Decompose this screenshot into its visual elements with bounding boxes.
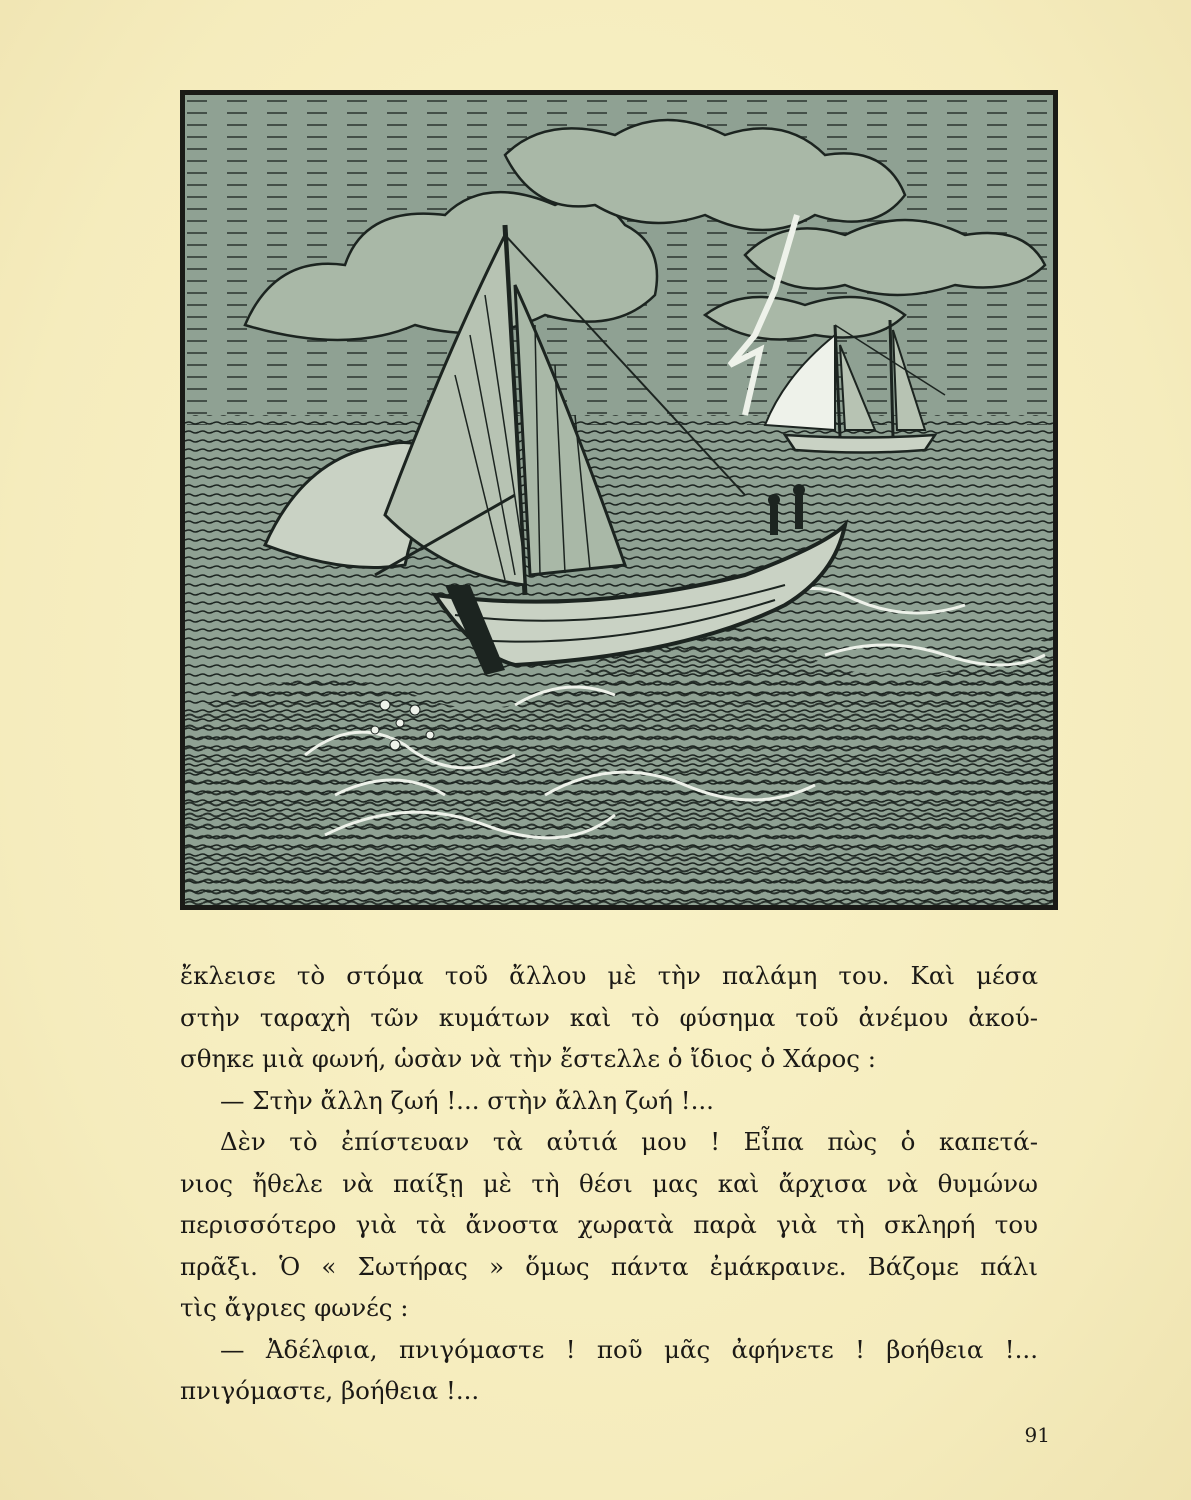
paragraph-1: [180, 955, 1038, 1080]
storm-sea-picture: [185, 95, 1053, 905]
text-line: πρᾶξι. Ὁ « Σωτήρας » ὅμως πάντα ἐμάκραινε. Βάζομε πάλι: [180, 1251, 1038, 1281]
story-text: [180, 955, 1038, 1412]
text-line: τὶς ἄγριες φωνές :: [180, 1293, 409, 1322]
dialogue-line: — Στὴν ἄλλη ζωή !... στὴν ἄλλη ζωή !...: [220, 1085, 714, 1115]
woodcut-illustration-storm-sailboat: [180, 90, 1058, 910]
dialogue-line: — Ἀδέλφια, πνιγόμαστε ! ποῦ μᾶς ἀφήνετε ! βοήθεια !...: [220, 1334, 1038, 1364]
paragraph-3: [180, 1121, 1038, 1329]
paragraph-4: [180, 1329, 1038, 1412]
text-line: σθηκε μιὰ φωνή, ὡσὰν νὰ τὴν ἔστελλε ὁ ἴδιος ὁ Χάρος :: [180, 1044, 877, 1073]
text-line: στὴν ταραχὴ τῶν κυμάτων καὶ τὸ φύσημα τοῦ ἀνέμου ἀκού-: [180, 1002, 1038, 1032]
page-number: 91: [1024, 1423, 1050, 1447]
text-line: περισσότερο γιὰ τὰ ἄνοστα χωρατὰ παρὰ γιὰ τὴ σκληρή του: [180, 1210, 1038, 1239]
dialogue-line: πνιγόμαστε, βοήθεια !...: [180, 1376, 480, 1405]
text-line: ἔκλεισε τὸ στόμα τοῦ ἄλλου μὲ τὴν παλάμη του. Καὶ μέσα: [180, 961, 1038, 990]
text-line: νιος ἤθελε νὰ παίξῃ μὲ τὴ θέσι μας καὶ ἄρχισα νὰ θυμώνω: [180, 1168, 1038, 1198]
text-line: Δὲν τὸ ἐπίστευαν τὰ αὐτιά μου ! Εἶπα πὼς ὁ καπετά-: [220, 1127, 1038, 1156]
paragraph-2: [180, 1080, 1038, 1122]
